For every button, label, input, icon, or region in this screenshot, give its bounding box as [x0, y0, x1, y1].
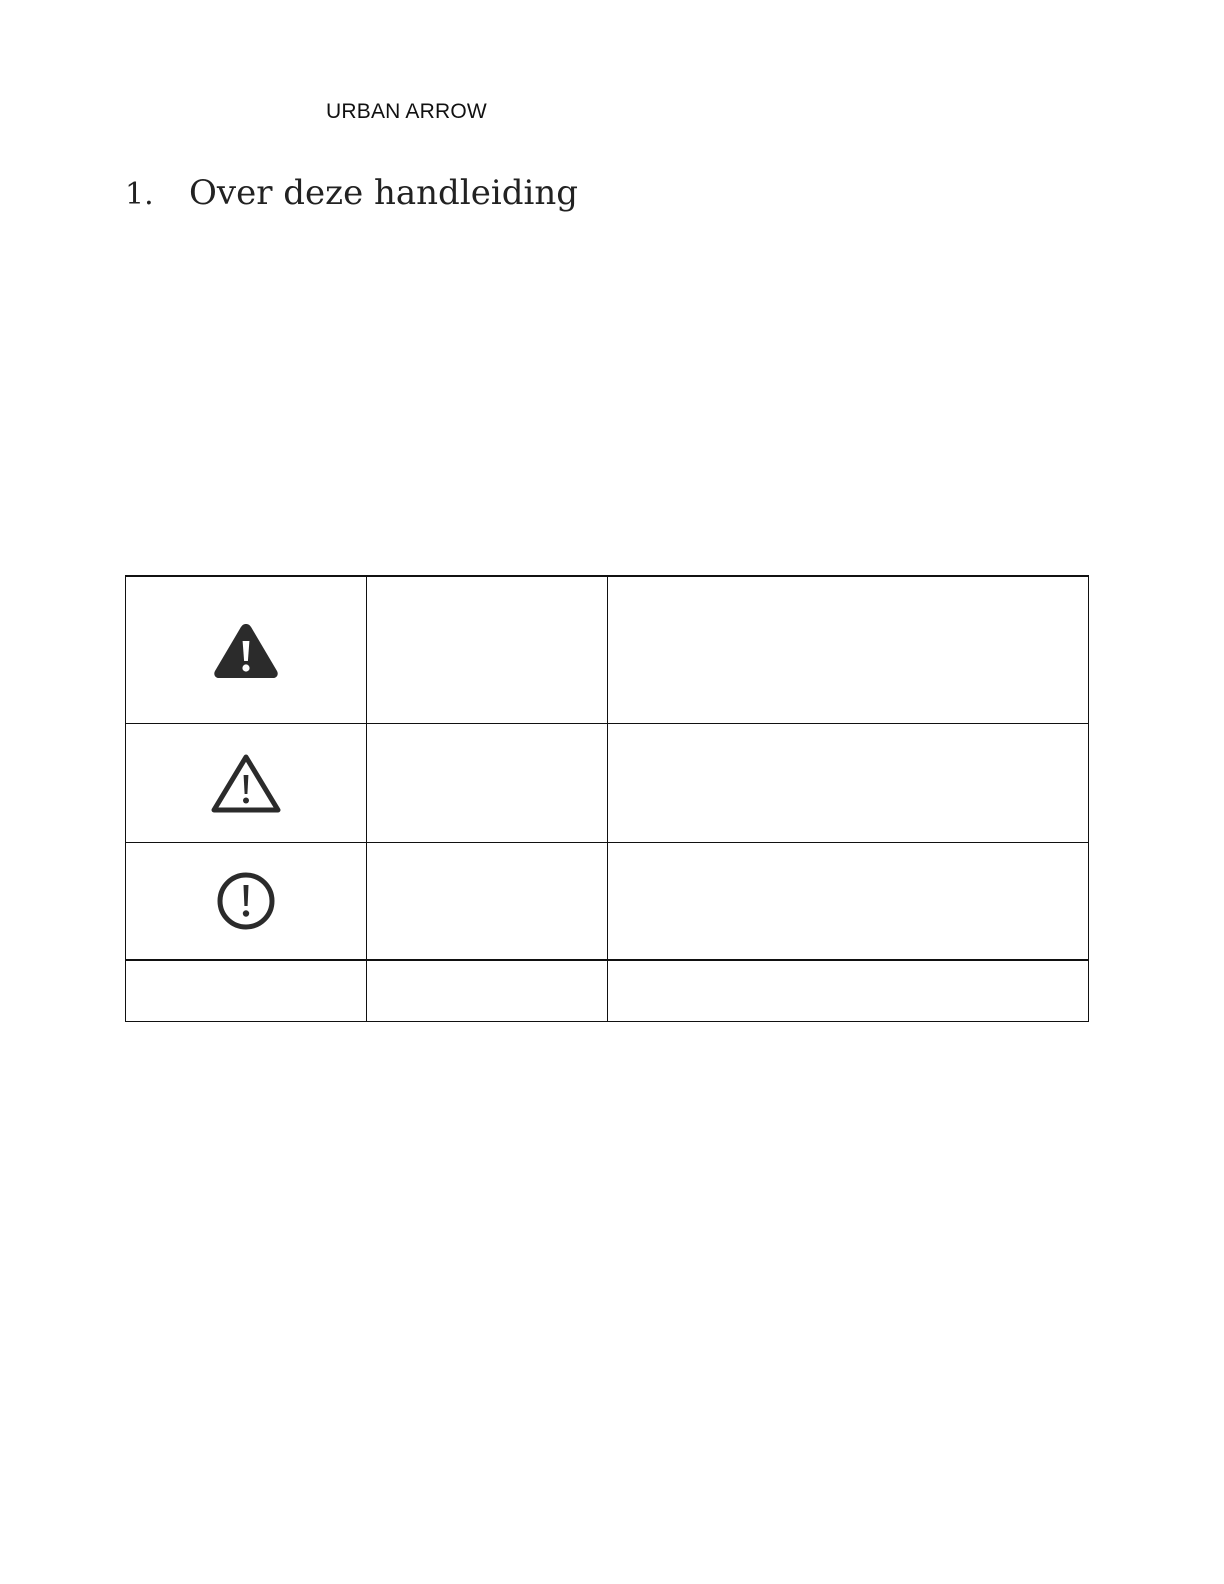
table-row [126, 724, 1089, 843]
description-cell [608, 843, 1089, 961]
term-cell [367, 960, 608, 1022]
term-cell [367, 843, 608, 961]
section-heading [125, 173, 578, 221]
icon-cell [126, 843, 367, 961]
section-number: 1. [125, 177, 154, 212]
symbol-table [125, 575, 1089, 1022]
term-cell [367, 576, 608, 724]
term-cell [367, 724, 608, 843]
section-title: Over deze handleiding [189, 173, 578, 213]
description-cell [608, 724, 1089, 843]
description-cell [608, 576, 1089, 724]
brand-wordmark: URBAN ARROW [326, 100, 487, 123]
description-cell [608, 960, 1089, 1022]
icon-cell [126, 576, 367, 724]
table-row [126, 843, 1089, 961]
icon-cell [126, 960, 367, 1022]
icon-cell [126, 724, 367, 843]
danger-filled-triangle-icon [126, 620, 366, 680]
table-row [126, 960, 1089, 1022]
notice-circle-exclamation-icon [126, 870, 366, 932]
warning-outline-triangle-icon [126, 752, 366, 814]
table-row [126, 576, 1089, 724]
